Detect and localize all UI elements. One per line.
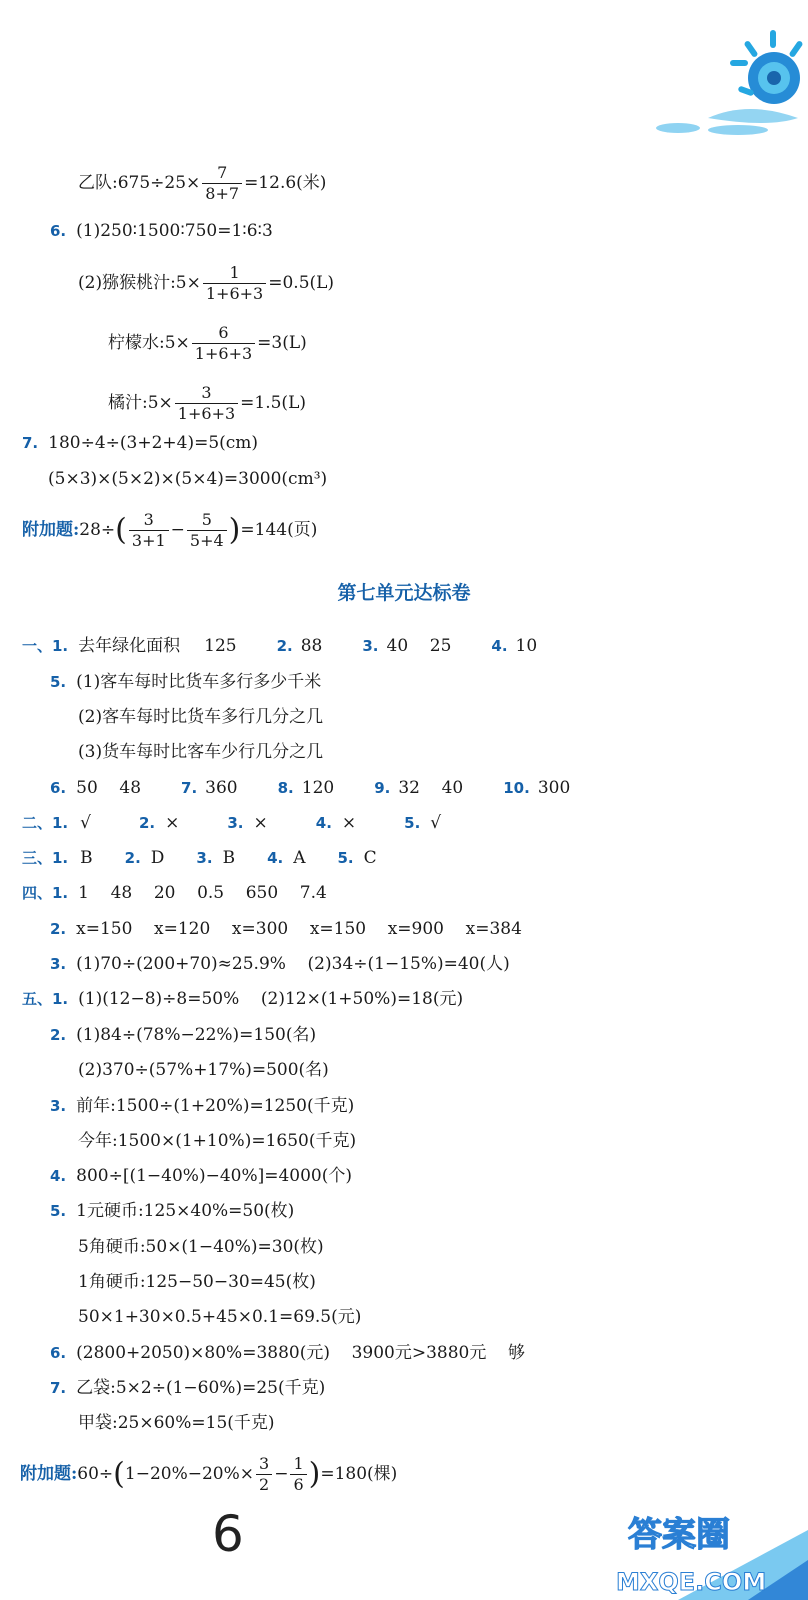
question-number: 3. bbox=[227, 814, 244, 832]
yidui-fraction bbox=[202, 165, 242, 202]
section-label: 三、1. bbox=[22, 849, 69, 867]
minus-sign: − bbox=[274, 1464, 289, 1484]
s5-q4-line bbox=[50, 1165, 352, 1187]
answer-text: C bbox=[363, 848, 377, 868]
s5-q2-line2: (2)370÷(57%+17%)=500(名) bbox=[78, 1060, 329, 1080]
open-paren: ( bbox=[113, 1456, 125, 1492]
q6-orange-suffix: =1.5(L) bbox=[240, 393, 306, 413]
question-number: 8. bbox=[277, 779, 294, 797]
answer-text: 50 48 bbox=[76, 778, 142, 798]
open-paren: ( bbox=[115, 512, 127, 548]
fraction-numerator: 5 bbox=[201, 510, 212, 529]
handwritten-page-number: 6 bbox=[212, 1505, 244, 1563]
bonus2-line bbox=[20, 1456, 397, 1493]
answer-text: 800÷[(1−40%)−40%]=4000(个) bbox=[76, 1166, 353, 1186]
s5-q5-line2: 5角硬币:50×(1−40%)=30(枚) bbox=[78, 1237, 324, 1257]
fraction-denominator: 1+6+3 bbox=[203, 283, 266, 302]
question-number: 3. bbox=[196, 849, 213, 867]
answer-text: √ bbox=[80, 813, 91, 833]
close-paren: ) bbox=[228, 512, 241, 548]
answer-text: × bbox=[341, 813, 357, 833]
answer-text: B bbox=[222, 848, 236, 868]
answer-text: x=150 x=120 x=300 x=150 x=900 x=384 bbox=[76, 919, 522, 939]
q6-line4 bbox=[108, 385, 306, 422]
s4-line2 bbox=[50, 918, 522, 940]
fraction-denominator: 1+6+3 bbox=[175, 403, 238, 422]
watermark-bottom-text: MXQE.COM bbox=[616, 1568, 767, 1596]
section-label: 一、1. bbox=[22, 637, 69, 655]
answer-text: √ bbox=[430, 813, 442, 833]
s5-q5-line4: 50×1+30×0.5+45×0.1=69.5(元) bbox=[78, 1307, 362, 1327]
s5-q5-line1 bbox=[50, 1200, 294, 1222]
q7-part1-text: 180÷4÷(3+2+4)=5(cm) bbox=[48, 433, 259, 453]
question-number: 7. bbox=[181, 779, 198, 797]
answer-text: 乙袋:5×2÷(1−60%)=25(千克) bbox=[76, 1378, 326, 1398]
fraction-numerator: 3 bbox=[259, 1454, 270, 1473]
question-number: 5. bbox=[50, 673, 67, 691]
bonus-fraction-1 bbox=[129, 512, 169, 549]
fraction-numerator: 1 bbox=[229, 263, 240, 282]
question-number: 4. bbox=[50, 1167, 67, 1185]
bonus-label: 附加题: bbox=[20, 1464, 78, 1484]
fraction-numerator: 3 bbox=[201, 383, 212, 402]
s3-line bbox=[22, 847, 377, 869]
s5-q7-line2: 甲袋:25×60%=15(千克) bbox=[78, 1413, 275, 1433]
q6-lemon-fraction bbox=[192, 325, 255, 362]
watermark-logo-icon bbox=[608, 1490, 808, 1600]
s1-line1 bbox=[22, 635, 537, 657]
s1-q5-line2: (2)客车每时比货车多行几分之几 bbox=[78, 707, 324, 727]
question-number: 2. bbox=[138, 814, 156, 832]
answer-text: 1元硬币:125×40%=50(枚) bbox=[76, 1201, 295, 1221]
question-number: 2. bbox=[50, 1026, 67, 1044]
question-number: 7. bbox=[22, 434, 39, 452]
q6-kiwi-suffix: =0.5(L) bbox=[268, 273, 335, 293]
s5-q7-line1 bbox=[50, 1377, 325, 1399]
answer-text: 10 bbox=[515, 636, 538, 656]
fraction-numerator: 1 bbox=[293, 1454, 304, 1473]
answer-text: A bbox=[293, 848, 306, 868]
answer-text: (1)客车每时比货车多行多少千米 bbox=[76, 672, 322, 692]
answer-text: D bbox=[150, 848, 165, 868]
yidui-line bbox=[78, 165, 326, 202]
s4-line3 bbox=[50, 953, 510, 975]
answer-text: 40 25 bbox=[386, 636, 452, 656]
bonus-prefix: 28÷ bbox=[79, 520, 116, 540]
answer-text: × bbox=[165, 813, 180, 833]
question-number: 2. bbox=[276, 637, 293, 655]
question-number: 10. bbox=[503, 779, 530, 797]
q6-line2 bbox=[78, 265, 334, 302]
q6-line1 bbox=[50, 220, 273, 242]
s5-q5-line3: 1角硬币:125−50−30=45(枚) bbox=[78, 1272, 316, 1292]
bonus-label: 附加题: bbox=[22, 520, 80, 540]
s5-q3-line1 bbox=[50, 1095, 354, 1117]
fraction-denominator: 6 bbox=[290, 1474, 306, 1493]
s4-line1 bbox=[22, 882, 327, 904]
answer-text: 1 48 20 0.5 650 7.4 bbox=[78, 883, 327, 903]
fraction-numerator: 3 bbox=[143, 510, 154, 529]
sun-decoration-icon bbox=[648, 0, 808, 140]
question-number: 6. bbox=[50, 222, 67, 240]
answer-text: 去年绿化面积 bbox=[78, 636, 181, 656]
answer-text: × bbox=[253, 813, 268, 833]
bonus1-line bbox=[22, 512, 317, 549]
answer-text: 32 40 bbox=[398, 778, 464, 798]
fraction-denominator: 2 bbox=[256, 1474, 272, 1493]
answer-text: 120 bbox=[301, 778, 335, 798]
question-number: 5. bbox=[337, 849, 354, 867]
question-number: 5. bbox=[50, 1202, 67, 1220]
answer-text: 125 bbox=[204, 636, 237, 656]
bonus-fraction-2 bbox=[290, 1456, 306, 1493]
fraction-denominator: 1+6+3 bbox=[192, 343, 255, 362]
question-number: 7. bbox=[50, 1379, 67, 1397]
fraction-numerator: 7 bbox=[217, 163, 228, 182]
answer-text: (1)70÷(200+70)≈25.9% (2)34÷(1−15%)=40(人) bbox=[76, 954, 510, 974]
answer-text: (1)84÷(78%−22%)=150(名) bbox=[76, 1025, 317, 1045]
question-number: 2. bbox=[124, 849, 141, 867]
bonus-fraction-2 bbox=[187, 512, 227, 549]
answer-text: (1)(12−8)÷8=50% (2)12×(1+50%)=18(元) bbox=[78, 989, 464, 1009]
q6-part1-text: (1)250∶1500∶750=1∶6∶3 bbox=[76, 221, 273, 241]
fraction-denominator: 3+1 bbox=[129, 530, 169, 549]
q6-orange-fraction bbox=[175, 385, 238, 422]
q6-lemon-prefix: 柠檬水:5× bbox=[108, 333, 190, 353]
bonus-suffix: =144(页) bbox=[240, 520, 318, 540]
q6-kiwi-fraction bbox=[203, 265, 266, 302]
fraction-denominator: 5+4 bbox=[187, 530, 227, 549]
answer-text: B bbox=[80, 848, 93, 868]
s1-line6 bbox=[50, 777, 570, 799]
answer-text: 前年:1500÷(1+20%)=1250(千克) bbox=[76, 1096, 355, 1116]
question-number: 9. bbox=[374, 779, 391, 797]
section-label: 五、1. bbox=[22, 990, 69, 1008]
yidui-prefix: 乙队:675÷25× bbox=[78, 173, 201, 193]
question-number: 3. bbox=[50, 1097, 67, 1115]
bonus-suffix: =180(棵) bbox=[320, 1464, 398, 1484]
section-label: 二、1. bbox=[22, 814, 69, 832]
question-number: 3. bbox=[362, 637, 379, 655]
q6-kiwi-prefix: (2)猕猴桃汁:5× bbox=[78, 273, 201, 293]
yidui-suffix: =12.6(米) bbox=[244, 173, 327, 193]
close-paren: ) bbox=[308, 1456, 321, 1492]
bonus-middle: 1−20%−20%× bbox=[124, 1464, 255, 1484]
question-number: 4. bbox=[491, 637, 508, 655]
q6-lemon-suffix: =3(L) bbox=[257, 333, 307, 353]
answer-text: 88 bbox=[300, 636, 323, 656]
bonus-fraction-1 bbox=[256, 1456, 272, 1493]
q7-line2: (5×3)×(5×2)×(5×4)=3000(cm³) bbox=[48, 469, 328, 489]
s2-line bbox=[22, 812, 441, 834]
fraction-numerator: 6 bbox=[218, 323, 229, 342]
answer-text: 360 bbox=[205, 778, 238, 798]
question-number: 5. bbox=[404, 814, 421, 832]
question-number: 4. bbox=[267, 849, 284, 867]
question-number: 4. bbox=[315, 814, 332, 832]
section-label: 四、1. bbox=[22, 884, 69, 902]
s5-q6-line bbox=[50, 1342, 525, 1364]
answer-text: 300 bbox=[537, 778, 571, 798]
s1-q5-line1 bbox=[50, 671, 321, 693]
s1-q5-line3: (3)货车每时比客车少行几分之几 bbox=[78, 742, 324, 762]
minus-sign: − bbox=[170, 520, 185, 540]
question-number: 3. bbox=[50, 955, 67, 973]
question-number: 2. bbox=[50, 920, 67, 938]
s5-q2-line1 bbox=[50, 1024, 316, 1046]
q6-orange-prefix: 橘汁:5× bbox=[108, 393, 173, 413]
q6-line3 bbox=[108, 325, 307, 362]
fraction-denominator: 8+7 bbox=[202, 183, 242, 202]
answer-text: (2800+2050)×80%=3880(元) 3900元>3880元 够 bbox=[76, 1343, 525, 1363]
watermark-top-text: 答案圈 bbox=[628, 1515, 730, 1555]
question-number: 6. bbox=[50, 1344, 67, 1362]
s5-line1 bbox=[22, 988, 463, 1010]
bonus-prefix: 60÷ bbox=[77, 1464, 114, 1484]
question-number: 6. bbox=[50, 779, 67, 797]
q7-line1 bbox=[22, 432, 258, 454]
section-title: 第七单元达标卷 bbox=[337, 582, 471, 604]
s5-q3-line2: 今年:1500×(1+10%)=1650(千克) bbox=[78, 1131, 357, 1151]
